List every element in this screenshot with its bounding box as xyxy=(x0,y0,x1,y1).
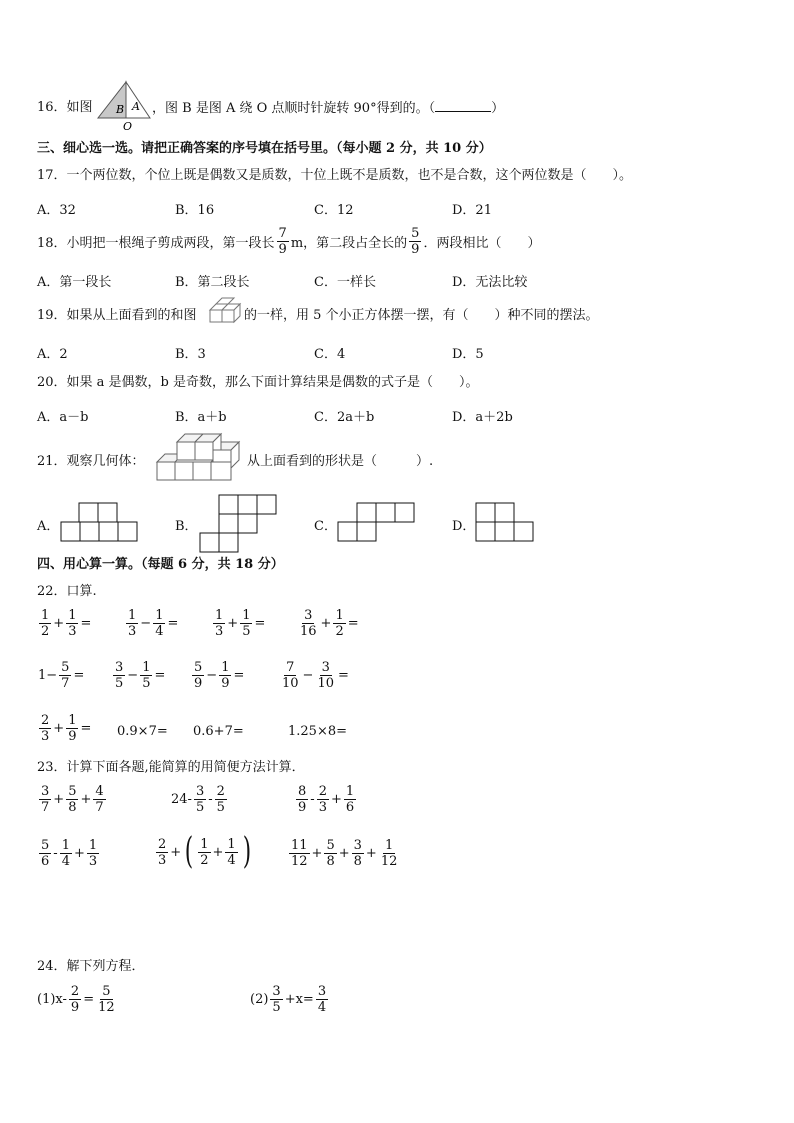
q17-text: 17．一个两位数，个位上既是偶数又是质数，十位上既不是质数，也不是合数，这个两位数是（ ）。 xyxy=(37,168,633,183)
q16-label-b: B xyxy=(116,103,125,116)
q22-item-8: $\frac{7}{10}$ − $\frac{3}{10}$ = xyxy=(282,660,349,691)
q21-solid-figure xyxy=(155,432,241,486)
q21-option-b[interactable]: B． xyxy=(175,519,198,534)
q21-option-d[interactable]: D． xyxy=(452,519,476,534)
q19-prefix: 19．如果从上面看到的和图 xyxy=(37,308,197,323)
q18-text: 18．小明把一根绳子剪成两段，第一段长 $\frac{7}{9}$ m，第二段占全长的 $\frac{5}{9}$ ．两段相比（ ） xyxy=(37,226,541,257)
q23-expr-6: $\frac{11}{12}$ + $\frac{5}{8}$ + $\frac{3}{8}$ + $\frac{1}{12}$ xyxy=(291,838,398,869)
q16-prefix: 如图 xyxy=(66,100,93,115)
q20-option-c[interactable]: C．2a＋b xyxy=(314,410,375,425)
q18-option-b[interactable]: B．第二段长 xyxy=(175,275,250,290)
q19-suffix: 的一样，用 5 个小正方体摆一摆，有（ ）种不同的摆法。 xyxy=(244,308,599,323)
q21-option-c[interactable]: C． xyxy=(314,519,337,534)
q20-option-a[interactable]: A．a－b xyxy=(37,410,89,425)
q17-option-d[interactable]: D．21 xyxy=(452,203,492,218)
q21-option-c-shape[interactable] xyxy=(338,502,418,544)
q22-item-5: 1− $\frac{5}{7}$ = xyxy=(38,660,85,691)
q19-option-b[interactable]: B．3 xyxy=(175,347,206,362)
q19-option-a[interactable]: A．2 xyxy=(37,347,68,362)
q16-line xyxy=(37,99,93,117)
q16-rest xyxy=(152,99,504,118)
q19-option-c[interactable]: C．4 xyxy=(314,347,346,362)
q22-item-4: $\frac{3}{16}$ + $\frac{1}{2}$ = xyxy=(300,608,359,639)
q22-item-11: 0.6+7= xyxy=(193,724,244,739)
q17-option-a[interactable]: A．32 xyxy=(37,203,76,218)
q21-option-b-shape[interactable] xyxy=(200,494,280,554)
q22-item-9: $\frac{2}{3}$ + $\frac{1}{9}$ = xyxy=(41,713,92,744)
q17-option-c[interactable]: C．12 xyxy=(314,203,354,218)
q19-option-d[interactable]: D．5 xyxy=(452,347,484,362)
q23-expr-1: $\frac{3}{7}$ + $\frac{5}{8}$ + $\frac{4}{7}$ xyxy=(41,784,104,815)
q23-title: 23．计算下面各题,能简算的用简便方法计算． xyxy=(37,760,305,775)
q18-fraction-1: $\frac{7}{9}$ xyxy=(278,226,287,257)
q22-item-7: $\frac{5}{9}$ − $\frac{1}{9}$ = xyxy=(194,660,245,691)
q20-option-d[interactable]: D．a＋2b xyxy=(452,410,513,425)
q16-close: ） xyxy=(491,101,505,116)
q18-option-c[interactable]: C．一样长 xyxy=(314,275,376,290)
q16-number: 16． xyxy=(37,100,67,115)
left-paren-glyph: ( xyxy=(184,831,194,872)
q20-text: 20．如果 a 是偶数，b 是奇数，那么下面计算结果是偶数的式子是（ ）。 xyxy=(37,375,479,390)
right-paren-glyph: ) xyxy=(242,831,251,872)
q20-option-b[interactable]: B．a＋b xyxy=(175,410,227,425)
q19-cube-figure xyxy=(206,296,246,330)
q22-item-3: $\frac{1}{3}$ + $\frac{1}{5}$ = xyxy=(215,608,266,639)
q16-label-a: A xyxy=(132,100,140,113)
q24-title: 24．解下列方程． xyxy=(37,959,145,974)
q16-rotation-figure xyxy=(96,82,154,132)
q16-answer-blank[interactable] xyxy=(435,99,491,112)
q22-item-10: 0.9×7= xyxy=(117,724,168,739)
q23-expr-4: $\frac{5}{6}$ - $\frac{1}{4}$ + $\frac{1}{3}$ xyxy=(41,838,98,869)
q21-option-a[interactable]: A． xyxy=(37,519,60,534)
q22-item-1: $\frac{1}{2}$ + $\frac{1}{3}$ = xyxy=(41,608,92,639)
q16-statement: ，图 B 是图 A 绕 O 点顺时针旋转 90°得到的。（ xyxy=(152,101,436,116)
q18-option-d[interactable]: D．无法比较 xyxy=(452,275,528,290)
q23-expr-5: $\frac{2}{3}$ + ( $\frac{1}{2}$ + $\frac{1}{4}$ ) xyxy=(158,831,251,872)
q24-equation-1: (1)x- $\frac{2}{9}$ = $\frac{5}{12}$ xyxy=(37,984,115,1015)
section-3-heading: 三、细心选一选。请把正确答案的序号填在括号里。（每小题 2 分，共 10 分） xyxy=(37,141,492,156)
q21-option-a-shape[interactable] xyxy=(61,502,141,544)
q22-title: 22．口算. xyxy=(37,584,97,599)
q23-expr-2: 24- $\frac{3}{5}$ - $\frac{2}{5}$ xyxy=(171,784,225,815)
q22-item-6: $\frac{3}{5}$ − $\frac{1}{5}$ = xyxy=(115,660,166,691)
section-4-heading: 四、用心算一算。（每题 6 分，共 18 分） xyxy=(37,557,284,572)
q18-option-a[interactable]: A．第一段长 xyxy=(37,275,112,290)
q17-option-b[interactable]: B．16 xyxy=(175,203,215,218)
q21-suffix: 从上面看到的形状是（ ）. xyxy=(247,454,434,469)
q24-equation-2: (2) $\frac{3}{5}$ +x= $\frac{3}{4}$ xyxy=(250,984,327,1015)
q21-prefix: 21．观察几何体： xyxy=(37,454,145,469)
q16-label-o: O xyxy=(123,120,133,133)
q23-expr-3: $\frac{8}{9}$ - $\frac{2}{3}$ + $\frac{1}{6}$ xyxy=(298,784,355,815)
q22-item-2: $\frac{1}{3}$ − $\frac{1}{4}$ = xyxy=(128,608,179,639)
q22-item-12: 1.25×8= xyxy=(288,724,348,739)
q21-option-d-shape[interactable] xyxy=(476,502,556,544)
q18-fraction-2: $\frac{5}{9}$ xyxy=(411,226,420,257)
